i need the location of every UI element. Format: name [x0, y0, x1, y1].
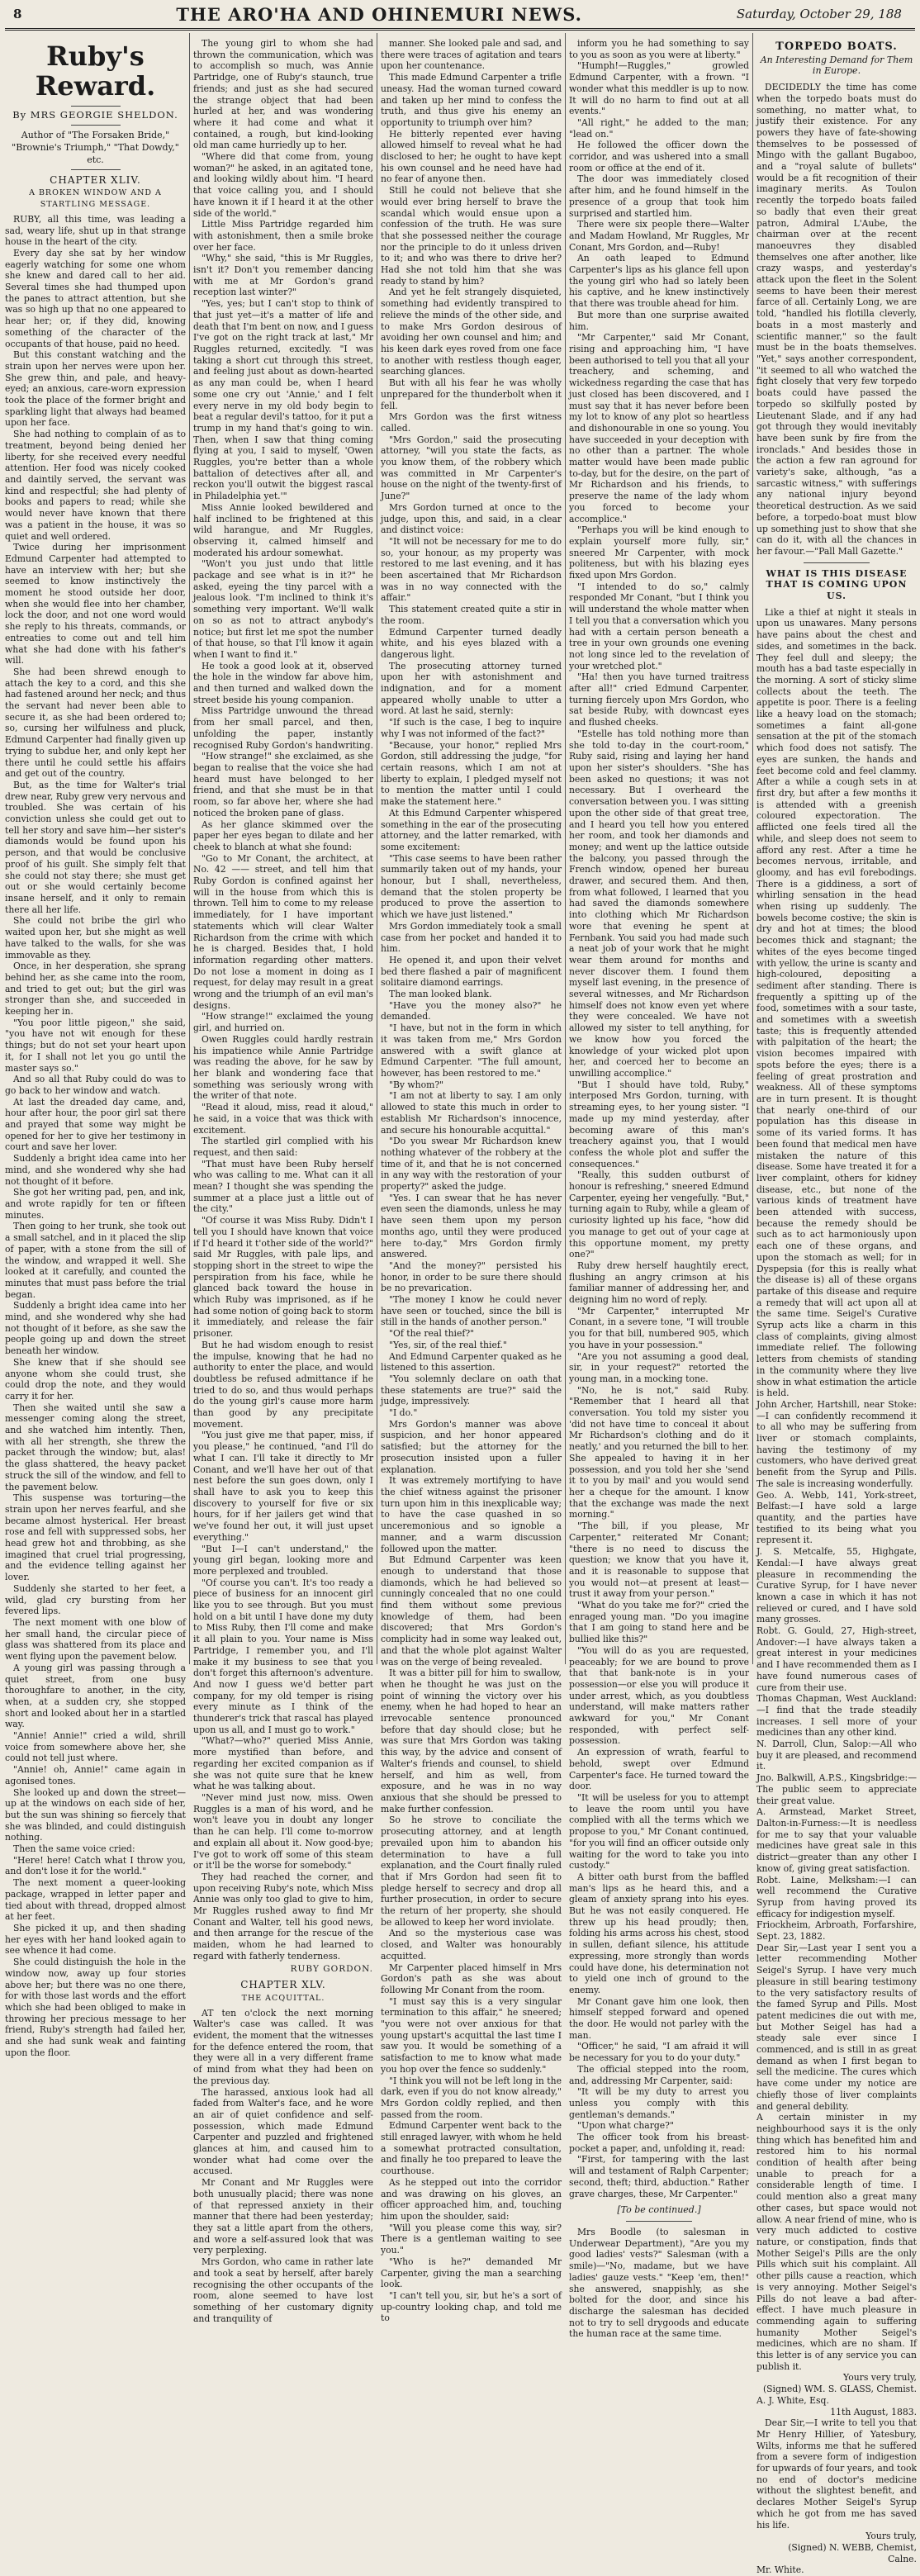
paragraph: And yet he felt strangely disquieted, something had evidently transpired to relieve the minds of the other side, and to make Mrs Gordon desirous of avoiding her own counsel and him; and his keen dark eyes roved from one face to another with restless though eager, searching glances.: [381, 287, 562, 377]
paragraph: "That must have been Ruby herself who was calling to me. What can it all mean? I thought she was spending the summer at a place just a little out of the city.": [193, 1158, 373, 1215]
paragraph: Mrs Gordon turned at once to the judge, upon this, and said, in a clear and distinct voice:: [381, 501, 562, 536]
paragraph: Thomas Chapman, West Auckland:—I find that the trade steadily increases. I sell more of your medicines than any other kind.: [756, 1693, 917, 1739]
paragraph: "I intended to do so," calmly responded Mr Conant, "but I think you will understand the whole matter when I tell you that a conversation which you had with a certain person beneath a tree in your own grounds one evening not long since led to the revelation of your wretched plot.": [569, 581, 749, 671]
paragraph: "I am not at liberty to say. I am only allowed to state this much in order to establish Mr Richardson's innocence, and secure his honourable acquittal.": [381, 1090, 562, 1136]
column-rule: [565, 33, 566, 1664]
article-rule: [804, 562, 870, 563]
paragraph: "Officer," he said, "I am afraid it will be necessary for you to do your duty.": [569, 2041, 749, 2064]
paragraph: "This case seems to have been rather summarily taken out of my hands, your honour, but I shall, nevertheless, demand that the stolen property be produced to prove the assertion to which we have just listened.": [381, 852, 562, 921]
paragraph: "The bill, if you please, Mr Carpenter," reiterated Mr Conant; "there is no need to discuss the question; we know that you have it, and it is reasonable to suppose that you would not—at present at least—trust it away from your person.": [569, 1520, 749, 1600]
story-text: [569, 38, 749, 2199]
paragraph: "But I should have told, Ruby," interposed Mrs Gordon, turning, with streaming eyes, to her young sister. "I made up my mind yesterday, after becoming aware of this man's treachery against you, that I would confess the whole plot and suffer the consequences.": [569, 1079, 749, 1169]
paragraph: Jno. Balkwill, A.P.S., Kingsbridge:—The public seem to appreciate their great value.: [756, 1772, 917, 1806]
paragraph: Once, in her desperation, she sprang behind her, as she came into the room, and tried to get out; but the girl was stronger than she, and succeeded in keeping her in.: [5, 961, 186, 1018]
paragraph: Mr Conant and Mr Ruggles were both unusually placid; there was none of that repressed anxiety in their manner that there had been yesterday; they sat a little apart from the others, and wore a self-assured look that was very perplexing.: [193, 2177, 373, 2256]
paragraph: "You just give me that paper, miss, if you please," he continued, "and I'll do what I can. I'll take it directly to Mr Conant, and we'll have her out of that nest before the sun goes down, only I shall have to ask you to keep this discovery to yourself for five or six hours, for if her jailers get wind that we've found her out, it will just upset everything.": [193, 1430, 373, 1543]
letter-addressee: Mr. White.: [756, 2564, 804, 2576]
paragraph: "Where did that come from, young woman?" he asked, in an agitated tone, and looking wildly about him. "I heard that voice calling you, and I should have known it if I heard it at the other side of the world.": [193, 151, 373, 219]
paragraph: She could distinguish the hole in the window now, away up four stories above her; but there was no one there, for with those last words and the effort which she had been obliged to make in throwing her precious message to her friend, Ruby's strength had failed her, and she had sunk weak and fainting upon the floor.: [5, 1957, 186, 2058]
column-1: [5, 38, 186, 2058]
paragraph: She could not bribe the girl who waited upon her, but she might as well have talked to the walls, for she was immovable as they.: [5, 915, 186, 961]
paragraph: Ruby drew herself haughtily erect, flushing an angry crimson at his familiar manner of addressing her, and deigning him no word of reply.: [569, 1260, 749, 1306]
paragraph: "What?—who?" queried Miss Annie, more mystified than before, and regarding her excited companion as if she was not quite sure that he knew what he was talking about.: [193, 1735, 373, 1792]
paragraph: The door was immediately closed after him, and he found himself in the presence of a group that took him surprised and startled him.: [569, 173, 749, 219]
torpedo-heading: TORPEDO BOATS.: [775, 40, 898, 53]
paragraph: Robt. Laine, Melksham:—I can well recommend the Curative Syrup from having proved its efficacy for indigestion myself.: [756, 1874, 917, 1919]
paragraph: "The money I know he could never have seen or touched, since the bill is still in the hands of another person.": [381, 1294, 562, 1328]
letter-signature: (Signed) N. WEBB, Chemist, Calne.: [788, 2541, 917, 2564]
letter-text: Dear Sir,—I write to tell you that Mr Henry Hillier, of Yatesbury, Wilts, informs me that he suffered from a severe form of indigestion for upwards of four years, and took no end of doctor's medicine without the slightest benefit, and declares Mother Seigel's Syrup which he got from me has saved his life.: [756, 2417, 917, 2531]
chapter-subheading: THE ACQUITTAL.: [241, 1993, 325, 2003]
paragraph: "I think you will not be left long in the dark, even if you do not know already," Mrs Gordon coldly replied, and then passed from the room.: [381, 2075, 562, 2120]
paragraph: The next moment with one blow of her small hand, the circular piece of glass was shattered from its place and went flying upon the pavement below.: [5, 1617, 186, 1663]
paragraph: "Mr Carpenter," said Mr Conant, rising and approaching him, "I have been authorised to tell you that all your treachery, and scheming, and wickedness regarding the case that has just closed has been discovered, and I must say that it has never before been my lot to know of any plot so heartless and dishonourable in one so young. You have succeeded in your deception with no other than a partner. The whole matter would have been made public to-day, but for the desire, on the part of Mr Richardson and his friends, to preserve the name of the lady whom you forced to become your accomplice.": [569, 332, 749, 524]
paragraph: But with all his fear he was wholly unprepared for the thunderbolt when it fell.: [381, 377, 562, 411]
column-4: [569, 38, 749, 2340]
byline-rule: [71, 125, 121, 126]
paragraph: An oath leaped to Edmund Carpenter's lips as his glance fell upon the young girl who had so lately been his captive, and he knew instinctively that there was trouble ahead for him.: [569, 253, 749, 310]
paragraph: "You poor little pigeon," she said, "you have not wit enough for these things; but do not set your heart upon it, for I shall not let you go until the master says so.": [5, 1017, 186, 1074]
paragraph: Twice during her imprisonment Edmund Carpenter had attempted to have an interview with her; but she seemed to know instinctively the moment he stood outside her door, when she would flee into her chamber, lock the door, and not one word would she reply to his threats, commands, or entreaties to come out and tell him what she had done with his father's will.: [5, 542, 186, 667]
paragraph: "Never mind just now, miss. Owen Ruggles is a man of his word, and he won't leave you in doubt any longer than he can help. I'll come to-morrow and explain all about it. Now good-bye; I've got to work off some of this steam or it'll be the worse for somebody.": [193, 1791, 373, 1872]
paragraph: "Yes. I can swear that he has never even seen the diamonds, unless he may have seen them upon my person months ago, until they were produced here to-day," Mrs Gordon firmly answered.: [381, 1192, 562, 1260]
letter-close: Yours very truly,: [843, 2372, 917, 2384]
paragraph: Owen Ruggles could hardly restrain his impatience while Annie Partridge was reading the above, for he saw by her blank and wondering face that something was seriously wrong with the writer of that note.: [193, 1033, 373, 1102]
author-note: Author of "The Forsaken Bride," "Brownie's Triumph," "That Dowdy," etc.: [12, 129, 179, 165]
paragraph: Then going to her trunk, she took out a small satchel, and in it placed the slip of paper, with a stone from the sill of the window, and wrapped it well. She looked at it carefully, and counted the minutes that must pass before the trial began.: [5, 1221, 186, 1300]
letter-close: Yours truly,: [865, 2531, 917, 2542]
paragraph: John Archer, Hartshill, near Stoke:—I can confidently recommend it to all who may be suffering from liver or stomach complaints, having the testimony of my customers, who have derived great benefit from the Syrup and Pills. The sale is increasing wonderfully.: [756, 1398, 917, 1489]
paragraph: "I have, but not in the form in which it was taken from me," Mrs Gordon answered with a swift glance at Edmund Carpenter. "The full amount, however, has been restored to me.": [381, 1022, 562, 1079]
masthead: [0, 0, 920, 28]
paragraph: She had been shrewd enough to attach the key to a cord, and this she had fastened around her neck; and thus the servant had never been able to secure it, as she had been ordered to; so, cursing her wilfulness and pluck, Edmund Carpenter had finally given up trying to subdue her, and only kept her there until he could settle his affairs and get out of the country.: [5, 666, 186, 780]
paragraph: Suddenly a bright idea came into her mind, and she wondered why she had not thought of it before.: [5, 1153, 186, 1187]
paragraph: And Edmund Carpenter quaked as he listened to this assertion.: [381, 1350, 562, 1373]
paragraph: She had nothing to complain of as to treatment, beyond being denied her liberty, for she received every needful attention. Her food was nicely cooked and daintily served, the servant was kind and respectful; she had plenty of books and papers to read; while she would never have known that there was a patient in the house, it was so quiet and well ordered.: [5, 429, 186, 542]
column-3: [381, 38, 562, 2324]
column-5: [756, 38, 917, 2576]
paragraph: "It will be my duty to arrest you unless you comply with this gentleman's demands.": [569, 2086, 749, 2120]
paragraph: "Do you swear Mr Richardson knew nothing whatever of the robbery at the time of it, and that he is not concerned in any way with the restoration of your property?" asked the judge.: [381, 1136, 562, 1193]
paragraph: But Edmund Carpenter was keen enough to understand that those diamonds, which he had believed so cunningly concealed that no one could find them without some previous knowledge of them, had been discovered; that Mrs Gordon's complicity had in some way leaked out, and that the whole plot against Walter was on the verge of being revealed.: [381, 1554, 562, 1668]
paragraph: "How strange!" she exclaimed, as she began to realise that the voice she had heard must have belonged to her friend, and that she must be in that room, so far above her, where she had noticed the broken pane of glass.: [193, 751, 373, 818]
paragraph: But he had wisdom enough to resist the impulse, knowing that he had no authority to enter the place, and would doubtless be refused admittance if he tried to do so, and thus would perhaps do the young girl's cause more harm than good by any precipitate movement.: [193, 1339, 373, 1430]
story-text: [193, 2008, 373, 2325]
paragraph: And so the mysterious case was closed, and Walter was honourably acquitted.: [381, 1928, 562, 1962]
paragraph: Edmund Carpenter went back to the still enraged lawyer, with whom he held a somewhat protracted consultation, and finally he too prepared to leave the courthouse.: [381, 2120, 562, 2177]
column-2: [193, 38, 374, 2324]
paragraph: The startled girl complied with his request, and then said:: [193, 1136, 373, 1158]
paragraph: "All right," he added to the man; "lead on.": [569, 116, 749, 140]
paragraph: This statement created quite a stir in the room.: [381, 604, 562, 626]
paragraph: Mrs Gordon was the first witness called.: [381, 411, 562, 434]
paragraph: The officer took from his breast-pocket a paper, and, unfolding it, read:: [569, 2132, 749, 2154]
paragraph: N. Darroll, Clun, Salop:—All who buy it are pleased, and recommend it.: [756, 1739, 917, 1772]
paragraph: Mrs Gordon, who came in rather late and took a seat by herself, after barely recognising the other occupants of the room, alone seemed to have lost something of her customary dignity and tranquility of: [193, 2256, 373, 2324]
paragraph: "Really, this sudden outburst of honour is refreshing," sneered Edmund Carpenter, eyeing her vengefully. "But," turning again to Ruby, while a gleam of curiosity lighted up his face, "how did you manage to get out of your cage at this opportune moment, my pretty one?": [569, 1169, 749, 1260]
paragraph: AT ten o'clock the next morning Walter's case was called. It was evident, the moment that the witnesses for the defence entered the room, that they were all in a very different frame of mind from what they had been on the previous day.: [193, 2007, 373, 2086]
paragraph: At this Edmund Carpenter whispered something in the ear of the prosecuting attorney, and the latter remarked, with some excitement:: [381, 807, 562, 852]
story-title: Ruby's Reward.: [35, 40, 156, 102]
author-rule: [71, 169, 121, 170]
paragraph: "Mr Carpenter," interrupted Mr Conant, in a severe tone, "I will trouble you for that bill, numbered 905, which you have in your possession.": [569, 1305, 749, 1350]
paragraph: Robt. G. Gould, 27, High-street, Andover:—I have always taken a great interest in your medicines and I have recommended them as I have found numerous cases of cure from their use.: [756, 1625, 917, 1693]
disease-text: [756, 607, 917, 1399]
disease-heading: WHAT IS THIS DISEASE THAT IS COMING UPON US.: [766, 567, 908, 602]
paragraph: "Yes, yes; but I can't stop to think of that just yet—it's a matter of life and death that I'm bent on now, and I guess I've got on the right track at last," Mr Ruggles returned, excitedly. "I was taking a short cut through this street, and feeling just about as down-hearted as any man could be, when I heard some one cry out 'Annie,' and I felt every nerve in my old body begin to beat a regular devil's tattoo, for it put a trump in my hand that's going to win. Then, when I saw that thing coming flying at you, I said to myself, 'Owen Ruggles, you're better than a whole battalion of detectives after all, and reckon you'll outwit the biggest rascal in Philadelphia yet.'": [193, 298, 373, 502]
paragraph: "But I—I can't understand," the young girl began, looking more and more perplexed and troubled.: [193, 1543, 373, 1577]
note-signature: RUBY GORDON.: [290, 1963, 373, 1974]
paragraph: "By whom?": [389, 1079, 444, 1090]
anecdote-text: [569, 2227, 749, 2340]
chapter-heading: CHAPTER XLIV.: [50, 173, 141, 186]
paragraph: He took a good look at it, observed the hole in the window far above him, and then turned and walked down the street beside his young companion.: [193, 660, 373, 705]
paragraph: "Annie! Annie!" cried a wild, shrill voice from somewhere above her, she could not tell just where.: [5, 1730, 186, 1764]
paragraph: "It will not be necessary for me to do so, your honour, as my property was restored to me last evening, and it has been ascertained that Mr Richardson was in no way connected with the affair.": [381, 535, 562, 604]
paragraph: "Have you the money also?" he demanded.: [381, 999, 562, 1022]
paragraph: "First, for tampering with the last will and testament of Ralph Carpenter; second, theft; third, abduction." Rather grave charges, these, Mr Carpenter.": [569, 2154, 749, 2199]
letter-date: 11th August, 1883.: [830, 2406, 917, 2417]
paragraph: "Are you not assuming a good deal, sir, in your request?" retorted the young man, in a mocking tone.: [569, 1350, 749, 1384]
paragraph: A young girl was passing through a quiet street, from one busy thoroughfare to another, in the city, when, at a sudden cry, she stopped short and looked about her in a startled way.: [5, 1662, 186, 1730]
paragraph: A. Armstead, Market Street, Dalton-in-Furness:—It is needless for me to say that your valuable medicines have great sale in this district—greater than any other I know of, giving great satisfaction.: [756, 1806, 917, 1874]
paragraph: Dear Sir,—Last year I sent you a letter recommending Mother Seigel's Syrup. I have very much pleasure in still bearing testimony to the very satisfactory results of the famed Syrup and Pills. Most patent medicines die out with me, but Mother Seigel has had a steady sale ever since I commenced, and is still in as great demand as when I first began to sell the medicine. The cures which have come under my notice are chiefly those of liver complaints and general debility.: [756, 1942, 917, 2112]
paragraph: "You will do as you are requested, peaceably; for we are bound to prove that that bank-note is in your possession—or else you will produce it under arrest, which, as you doubtless understand, will make matters rather awkward for you," Mr Conant responded, with perfect self-possession.: [569, 1644, 749, 1747]
paragraph: The official stepped into the room, and, addressing Mr Carpenter, said:: [569, 2063, 749, 2086]
paragraph: As her glance skimmed over the paper her eyes began to dilate and her cheek to blanch at what she found:: [193, 818, 373, 852]
column-rule: [752, 33, 753, 1664]
paragraph: "No, he is not," said Ruby. "Remember that I heard all that conversation. You told my sister you 'did not have time to conceal it about Mr Richardson's clothing and do it neatly,' and you returned the bill to her. She appealed to having it in her possession, and you told her she 'send it to you by mail' and you would send her a cheque for the amount. I know that the exchange was made the next morning.": [569, 1384, 749, 1520]
paragraph: "Because, your honor," replied Mrs Gordon, still addressing the judge, "for certain reasons, which I am not at liberty to explain, I pledged myself not to mention the matter until I could make the statement here.": [381, 739, 562, 808]
column-rule: [189, 33, 190, 1664]
chapter-subheading: A BROKEN WINDOW AND A STARTLING MESSAGE.: [29, 188, 162, 210]
letter-signature: (Signed) WM. S. GLASS, Chemist.: [762, 2384, 917, 2395]
paragraph: She got her writing pad, pen, and ink, and wrote rapidly for ten or fifteen minutes.: [5, 1187, 186, 1221]
paragraph: "Yes, sir, of the real thief.": [389, 1339, 507, 1350]
paragraph: Little Miss Partridge regarded him with astonishment, then a smile broke over her face.: [193, 219, 373, 253]
paragraph: He followed the officer down the corridor, and was ushered into a small room or office at the end of it.: [569, 140, 749, 173]
paragraph: manner. She looked pale and sad, and there were traces of agitation and tears upon her countenance.: [381, 38, 562, 72]
paragraph: "Of course you can't. It's too ready a piece of business for an innocent girl like you to see through. But you must hold on a bit until I have done my duty to Miss Ruby, then I'll come and make it all plain to you. Your name is Miss Partridge, I remember you, and I'll make it my business to see that you don't forget this afternoon's adventure. And now I guess we'd better part company, for my old temper is rising every minute as I think of the thunderer's trick that rascal has played upon us all, and I must go to work.": [193, 1577, 373, 1735]
paragraph: A certain minister in my neighbourhood says it is the only thing which has benefited him and restored him to his normal condition of health after being unable to preach for a considerable length of time. I could mention also a great many other cases, but space would not allow. A near friend of mine, who is very much addicted to costive nature, or constipation, finds that Mother Seigel's Pills are the only Pills which suit his complaint. All other pills cause a reaction, which is very annoying. Mother Seigel's Pills do not leave a bad after-effect. I have much pleasure in commending again to suffering humanity Mother Seigel's medicines, which are no sham. If this letter is of any service you can publish it.: [756, 2112, 917, 2372]
paragraph: Miss Annie looked bewildered and half inclined to be frightened at this wild harangue, and Mr Ruggles, observing it, calmed himself and moderated his ardour somewhat.: [193, 501, 373, 558]
paragraph: "I must say this is a very singular termination to this affair," he sneered; "you were not over anxious for that young upstart's acquittal the last time I saw you. It would be something of a satisfaction to me to know what made you hop over the fence so suddenly.": [381, 1995, 562, 2075]
paragraph: There were six people there—Walter and Madam Howland, Mr Ruggles, Mr Conant, Mrs Gordon, and—Ruby!: [569, 219, 749, 253]
story-text: [193, 38, 373, 1962]
paragraph: Then the same voice cried:: [13, 1843, 135, 1855]
paragraph: But more than one surprise awaited him.: [569, 309, 749, 332]
paragraph: Like a thief at night it steals in upon us unawares. Many persons have pains about the chest and sides, and sometimes in the back. They feel dull and sleepy; the mouth has a bad taste especially in the morning. A sort of sticky slime collects about the teeth. The appetite is poor. There is a feeling like a heavy load on the stomach; sometimes a faint all-gone sensation at the pit of the stomach which food does not satisfy. The eyes are sunken, the hands and feet become cold and feel clammy. After a while a cough sets in at first dry, but after a few months it is attended with a greenish coloured expectoration. The afflicted one feels tired all the while, and sleep does not seem to afford any rest. After a time he becomes nervous, irritable, and gloomy, and has evil forebodings. There is a giddiness, a sort of whirling sensation in the head when rising up suddenly. The bowels become costive; the skin is dry and hot at times; the blood becomes thick and stagnant; the whites of the eyes become tinged with yellow, the urine is scanty and high-coloured, depositing a sediment after standing. There is frequently a spitting up of the food, sometimes with a sour taste, and sometimes with a sweetish taste; this is frequently attended with palpitation of the heart; the vision becomes impaired with spots before the eyes; there is a feeling of great prostration and weakness. All of these symptoms are in turn present. It is thought that nearly one-third of our population has this disease in some of its varied forms. It has been found that medical men have mistaken the nature of this disease. Some have treated it for a liver complaint, others for kidney disease, etc., but none of the various kinds of treatment have been attended with success, because the remedy should be such as to act harmoniously upon each one of these organs, and upon the stomach as well; for in Dyspepsia (for this is really what the disease is) all of these organs partake of this disease and require a remedy that will act upon all at the same time. Seigel's Curative Syrup acts like a charm in this class of complaints, giving almost immediate relief. The following letters from chemists of standing in the community where they live show in what estimation the article is held.: [756, 606, 917, 1399]
paragraph: Friockheim, Arbroath, Forfarshire, Sept. 23, 1882.: [756, 1919, 917, 1943]
paragraph: "It will be useless for you to attempt to leave the room until you have complied with all the terms which we propose to you," Mr Conant continued, "for you will find an officer outside only waiting for the word to take you into custody.": [569, 1791, 749, 1872]
paragraph: As he stepped out into the corridor and was drawing on his gloves, an officer approached him, and, touching him upon the shoulder, said:: [381, 2176, 562, 2222]
paragraph: Suddenly a bright idea came into her mind, and she wondered why she had not thought of it before, as she saw the people going up and down the street beneath her window.: [5, 1300, 186, 1357]
article-rule: [626, 2221, 692, 2222]
paragraph: "Estelle has told nothing more than she told to-day in the court-room," Ruby said, rising and laying her hand upon her sister's shoulders. "She has been asked no questions; it was not necessary. But I overheard the conversation between you. I was sitting upon the other side of that great tree, and I heard you tell how you entered her room, and took her diamonds and money; and went up the lattice outside the balcony, you passed through the French window, opened her bureau drawer, and secured them. And then, from what followed, I learned that you had saved the diamonds somewhere into clothing which Mr Richardson wore that evening he spent at Fernbank. You said you had made such a neat job of your work that he might wear them around for months and never discover them. I found them myself last evening, in the presence of several witnesses, and Mr Richardson himself does not know even yet where they were concealed. We have not allowed my sister to tell anything, for we know how you forced the knowledge of your wicked plot upon her, and coerced her to become an unwilling accomplice.": [569, 728, 749, 1079]
torpedo-text: [756, 82, 917, 557]
paragraph: So he strove to conciliate the prosecuting attorney, and at length prevailed upon him to abandon his determination to have a full explanation, and the Court finally ruled that if Mrs Gordon had seen fit to pledge herself to secrecy and drop all further prosecution, in order to secure the return of her property, she should be allowed to keep her word inviolate.: [381, 1815, 562, 1928]
paragraph: Mrs Gordon's manner was above suspicion, and her honor appeared satisfied; but the attorney for the prosecution insisted upon a fuller explanation.: [381, 1418, 562, 1475]
story-byline: By MRS GEORGIE SHELDON.: [12, 109, 178, 121]
paragraph: Geo. A. Webb, 141, York-street, Belfast:—I have sold a large quantity, and the parties have testified to its being what you represent it.: [756, 1489, 917, 1546]
paragraph: "Mrs Gordon," said the prosecuting attorney, "will you state the facts, as you know them, of the robbery which was committed in Mr Carpenter's house on the night of the twenty-first of June?": [381, 434, 562, 502]
paragraph: "Ha! then you have turned traitress after all!" cried Edmund Carpenter, turning fiercely upon Mrs Gordon, who sat beside Ruby, with downcast eyes and flushed cheeks.: [569, 671, 749, 728]
paragraph: At last the dreaded day came, and, hour after hour, the poor girl sat there and prayed that some way might be opened for her to give her testimony in court and save her lover.: [5, 1096, 186, 1153]
paragraph: The next moment a queer-looking package, wrapped in letter paper and tied about with thread, dropped almost at her feet.: [5, 1877, 186, 1923]
paragraph: "Who is he?" demanded Mr Carpenter, giving the man a searching look.: [381, 2256, 562, 2290]
paragraph: "You solemnly declare on oath that these statements are true?" said the judge, impressively.: [381, 1373, 562, 1407]
paragraph: "Go to Mr Conant, the architect, at No. 42 —— street, and tell him that Ruby Gordon is confined against her will in the house from which this is thrown. Tell him to come to my release immediately, for I have important statements which will clear Walter Richardson from the crime with which he is charged. Besides that, I hold information regarding other matters. Do not lose a moment in doing as I request, for delay may result in a great wrong and the triumph of an evil man's designs.: [193, 852, 373, 1011]
paragraph: Miss Partridge unwound the thread from her small parcel, and then, unfolding the paper, instantly recognised Ruby Gordon's handwriting.: [193, 705, 374, 751]
paragraph: It was a bitter pill for him to swallow, when he thought he was just on the point of winning the victory over his enemy, when he had hoped to hear an irrevocable sentence pronounced before that day should close; but he was sure that Mrs Gordon was taking this way, by the advice and consent of Walter's friends and counsel, to shield herself, and him as well, from exposure, and he was in no way anxious that she should be pressed to make further confession.: [381, 1668, 562, 1815]
paragraph: DECIDEDLY the time has come when the torpedo boats must do something, no matter what, to justify their existence. For any powers they have of fate-showing themselves to be possessed of Mingo with the gallant Bugaboo, and a "royal salute of bullets" would be a fit recognition of their imaginary merits. As Toulon recently the torpedo boats failed so badly that even their great patron, Admiral L'Aube, the chairman over at the recent manoeuvres they disabled themselves one after another, like crazy wasps, and yesterday's attack upon the fleet in the Solent seems to have been their merest farce of all. Certainly Long, we are told, "handled his flotilla cleverly, boats in a most masterly and scientific manner," so the fault must be in the boats themselves. "Yet," says another correspondent, "it seemed to all who watched the fight closely that very few torpedo boats could have passed the torpedo so skilfully posted by Lieutenant Slade, and if any had got through they would inevitably have been sunk by fire from the ironclads." And besides those in the action a few ran aground for variety's sake, although, "as a sarcastic witness," with sufferings any national injury beyond theoretical destruction. As we said before, a torpedo-boat must blow up something just to show that she can do it, with all the chances in her favour.—"Pall Mall Gazette.": [756, 82, 917, 557]
paragraph: "What do you take me for?" cried the enraged young man. "Do you imagine that I am going to stand here and be bullied like this?": [569, 1600, 749, 1645]
paragraph: "I do.": [389, 1407, 418, 1419]
issue-date: Saturday, October 29, 188: [736, 7, 902, 21]
letter-addressee: A. J. White, Esq.: [756, 2394, 829, 2406]
paragraph: RUBY, all this time, was leading a sad, weary life, shut up in that strange house in the heart of the city.: [5, 213, 186, 248]
paragraph: Then she waited until she saw a messenger coming along the street, and she watched him intently. Then, with all her strength, she threw the packet through the window; but, alas! the glass shattered, the heavy packet struck the sill of the window, and fell to the pavement below.: [5, 1402, 186, 1492]
paragraph: They had reached the corner, and upon receiving Ruby's note, which Miss Annie was only too glad to give to him, Mr Ruggles rushed away to find Mr Conant and Walter, tell his good news, and then arrange for the rescue of the maiden, whom he had learned to regard with fatherly tenderness.: [193, 1871, 373, 1962]
paragraph: Still he could not believe that she would ever bring herself to brave the scandal which would ensue upon a confession of the truth. He was sure that she possessed neither the courage nor the principle to do it unless driven to it; and who was there to drive her? Had she not told him that she was ready to stand by him?: [381, 185, 562, 287]
chapter-heading: CHAPTER XLV.: [240, 1979, 326, 1991]
title-rule: [71, 106, 121, 107]
paragraph: Mr Carpenter placed himself in Mrs Gordon's path as she was about following Mr Conant from the room.: [381, 1962, 562, 1995]
paragraph: J. S. Metcalfe, 55, Highgate, Kendal:—I have always great pleasure in recommending the Curative Syrup, for I have never known a case in which it has not relieved or cured, and I have sold many grosses.: [756, 1546, 917, 1625]
paragraph: He opened it, and upon their velvet bed there flashed a pair of magnificent solitaire diamond earrings.: [381, 954, 562, 989]
paragraph: Mrs Gordon immediately took a small case from her pocket and handed it to him.: [381, 920, 562, 955]
story-text: [381, 38, 562, 2324]
page-number: 8: [13, 7, 22, 21]
torpedo-subheading: An Interesting Demand for Them in Europe.: [760, 54, 913, 77]
paragraph: "Why," she said, "this is Mr Ruggles, isn't it? Don't you remember dancing with me at Mr Gordon's grand reception last winter?": [193, 253, 373, 298]
paragraph: Every day she sat by her window eagerly watching for some one whom she knew and dared call to her aid. Several times she had thumped upon the panes to attract attention, but she was so high up that no one appeared to hear her; or, if they did, knowing something of the character of the occupants of that house, paid no heed.: [5, 247, 186, 349]
story-text: [5, 214, 186, 2059]
paragraph: She knew that if she should see anyone whom she could trust, she could drop the note, and they would carry it for her.: [5, 1356, 186, 1402]
paragraph: He bitterly repented ever having allowed himself to reveal what he had disclosed to her; he ought to have kept his own counsel and he need have had no fear of anyone then.: [381, 128, 562, 185]
paragraph: "Of the real thief?": [389, 1328, 475, 1340]
paragraph: "Will you please come this way, sir? There is a gentleman waiting to see you.": [381, 2222, 562, 2256]
paragraph: "And the money?" persisted his honor, in order to be sure there should be no prevarication.: [381, 1260, 562, 1294]
paragraph: "Annie! oh, Annie!" came again in agonised tones.: [5, 1764, 186, 1786]
paragraph: "Here! here! Catch what I throw you, and don't lose it for the world.": [5, 1854, 186, 1877]
paragraph: The man looked blank.: [389, 989, 492, 1000]
paragraph: "Upon what charge?": [577, 2120, 674, 2132]
masthead-rule: [5, 28, 915, 31]
paragraph: And so all that Ruby could do was to go back to her window and watch.: [5, 1074, 186, 1096]
paragraph: The young girl to whom she had thrown the communication, which was to accomplish so much, was Annie Partridge, one of Ruby's staunch, true friends; and just as she had secured the strange object that had been hurled at her, and was wondering where it had come and what it contained, a rough, but kind-looking old man came hurriedly up to her.: [193, 38, 373, 151]
to-be-continued: [To be continued.]: [617, 2204, 701, 2216]
paragraph: "If such is the case, I beg to inquire why I was not informed of the fact?": [381, 717, 562, 739]
testimonials: [756, 1399, 917, 2372]
paragraph: She picked it up, and then shading her eyes with her hand looked again to see whence it had come.: [5, 1922, 186, 1957]
paragraph: "Won't you just undo that little package and see what is in it?" he asked, eyeing the tiny parcel with a jealous look. "I'm inclined to think it's something very important. We'll walk on so as not to attract anybody's notice; but first let me spot the number of that house, so that I'll know it again when I want to find it.": [193, 558, 373, 660]
paragraph: inform you he had something to say to you as soon as you were at liberty.": [569, 38, 749, 60]
paragraph: A bitter oath burst from the baffled man's lips as he heard this, and a gleam of anxiety sprang into his eyes. But he was not easily conquered. He threw up his head proudly; then, folding his arms across his chest, stood in sullen, defiant silence, his attitude expressing, more strongly than words could have done, his determination not to yield one inch of ground to the enemy.: [569, 1871, 749, 1995]
paragraph: "Perhaps you will be kind enough to explain yourself more fully, sir," sneered Mr Carpenter, with mock politeness, but with his blazing eyes fixed upon Mrs Gordon.: [569, 524, 749, 581]
paragraph: "Read it aloud, miss, read it aloud," he said, in a voice that was thick with excitement.: [193, 1102, 373, 1136]
paragraph: Edmund Carpenter turned deadly white, and his eyes blazed with a dangerous light.: [381, 626, 562, 660]
paragraph: But this constant watching and the strain upon her nerves were upon her. She grew thin, and pale, and heavy-eyed; an anxious, care-worn expression took the place of the former bright and sparkling light that always had beamed upon her face.: [5, 349, 186, 429]
paragraph: It was extremely mortifying to have the chief witness against the prisoner turn upon him in this inexplicable way; to have the case quashed in so unceremonious and so ignoble a manner, and a warm discussion followed upon the matter.: [381, 1475, 562, 1554]
paragraph: Mrs Boodle (to salesman in Underwear Department), "Are you my good ladies' vests?" Salesman (with a smile)—"No, madame, but we have ladies' gauze vests." "Keep 'em, then!" she answered, snappishly, as she bolted for the door, and since his discharge the salesman has decided not to try to sell drygoods and educate the human race at the same time.: [569, 2227, 749, 2340]
paragraph: But, as the time for Walter's trial drew near, Ruby grew very nervous and troubled. She was certain of his conviction unless she could get out to tell her story and save him—her sister's diamonds would be found upon his person, and that would be conclusive proof of his guilt. She simply felt that she could not stay there; she must get out or she would certainly become insane herself, and it only to remain there all her life.: [5, 779, 186, 915]
paragraph: Mr Conant gave him one look, then himself stepped forward and opened the door. He would not parley with the man.: [569, 1995, 749, 2041]
paragraph: This suspense was torturing—the strain upon her nerves fearful, and she became almost hysterical. Her breast rose and fell with suppressed sobs, her head grew hot and throbbing, as she imagined that cruel trial progressing, and the evidence telling against her lover.: [5, 1492, 186, 1583]
paragraph: She looked up and down the street—up at the windows on each side of her, but the sun was shining so fiercely that she was blinded, and could distinguish nothing.: [5, 1786, 186, 1843]
paragraph: An expression of wrath, fearful to behold, swept over Edmund Carpenter's face. He turned toward the door.: [569, 1747, 749, 1792]
paragraph: "I can't tell you, sir, but he's a sort of up-country looking chap, and told me to: [381, 2289, 562, 2324]
paragraph: "Of course it was Miss Ruby. Didn't I tell you I should have known that voice if I'd heard it t'other side of the world?" said Mr Ruggles, with pale lips, and stopping short in the street to wipe the perspiration from his face, while he glanced back toward the house in which Ruby was imprisoned, as if he had some notion of going back to storm it immediately, and release the fair prisoner.: [193, 1215, 373, 1340]
paragraph: The harassed, anxious look had all faded from Walter's face, and he wore an air of quiet confidence and self-possession, which made Edmund Carpenter and puzzled and frightened glances at him, and caused him to wonder what had come over the accused.: [193, 2086, 373, 2177]
paragraph: Suddenly she started to her feet, a wild, glad cry bursting from her fevered lips.: [5, 1582, 186, 1617]
paragraph: This made Edmund Carpenter a trifle uneasy. Had the woman turned coward and taken up her mind to confess the truth, and thus give his enemy an opportunity to triumph over him?: [381, 72, 562, 128]
paragraph: The prosecuting attorney turned upon her with astonishment and indignation, and for a moment appeared wholly unable to utter a word. At last he said, sternly:: [381, 660, 562, 717]
newspaper-title: THE ARO'HA AND OHINEMURI NEWS.: [176, 3, 582, 25]
paragraph: "How strange!" exclaimed the young girl, and hurried on.: [193, 1011, 373, 1034]
paragraph: "Humph!—Ruggles," growled Edmund Carpenter, with a frown. "I wonder what this meddler is up to now. It will do no harm to find out at all events.": [569, 60, 749, 117]
